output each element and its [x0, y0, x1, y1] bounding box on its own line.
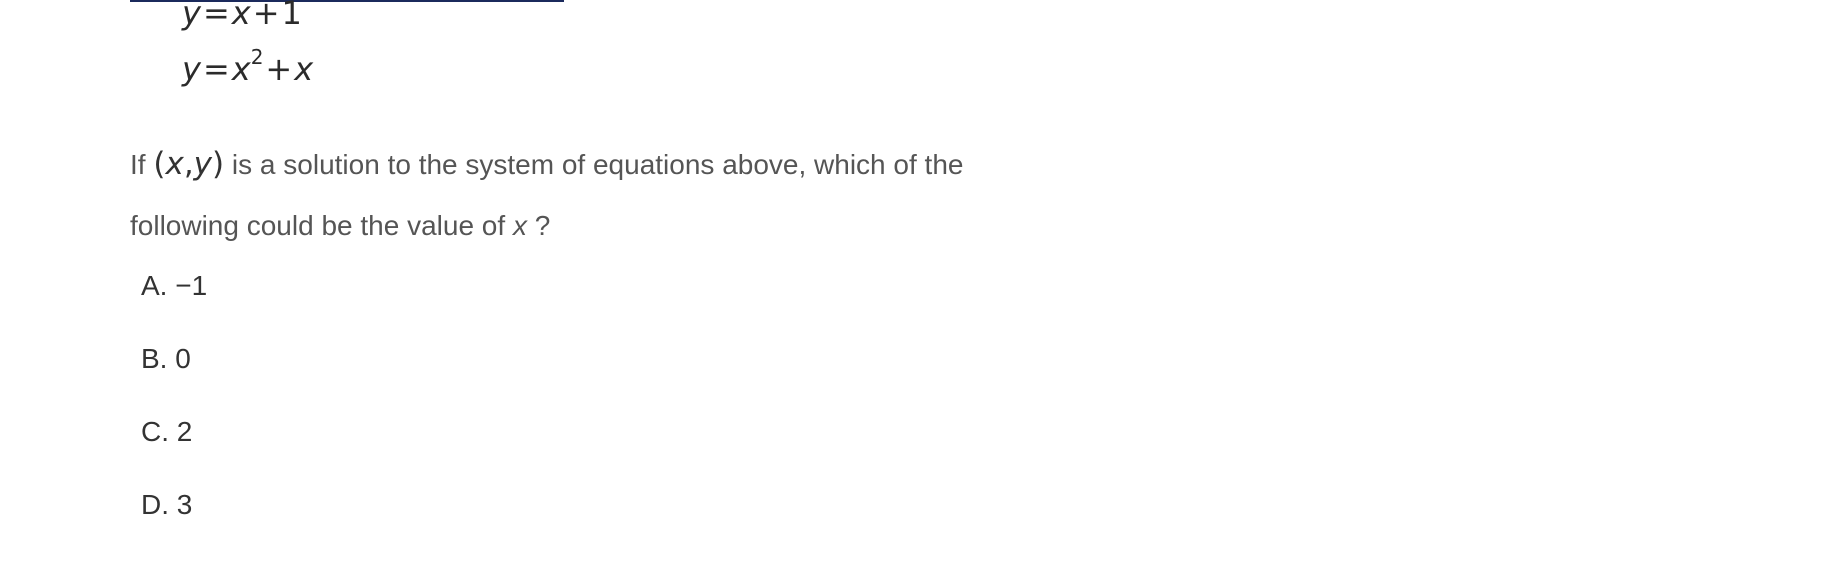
- question-middle: is a solution to the system of equations above, which of the: [231, 149, 964, 180]
- pair-comma: ,: [183, 146, 194, 182]
- eq2-x-term: x: [294, 50, 314, 88]
- eq1-constant: 1: [281, 0, 302, 32]
- pair-y: y: [193, 146, 213, 182]
- option-a[interactable]: A. −1: [141, 270, 208, 301]
- eq1-x: x: [231, 0, 251, 32]
- answer-options: [141, 262, 207, 554]
- question-line-2: following could be the value of: [130, 210, 506, 241]
- pair-close-paren: ): [212, 146, 225, 182]
- eq2-equals: =: [202, 50, 230, 88]
- eq2-plus: +: [265, 50, 293, 88]
- eq1-plus: +: [252, 0, 280, 32]
- eq1-equals: =: [202, 0, 230, 32]
- question-suffix: ?: [534, 210, 551, 241]
- option-d[interactable]: D. 3: [141, 489, 193, 520]
- solution-pair: [153, 146, 224, 182]
- option-c[interactable]: C. 2: [141, 416, 193, 447]
- equation-line-1: [182, 0, 302, 32]
- eq1-y: y: [182, 0, 201, 32]
- question-text: [130, 134, 1130, 256]
- eq2-y: y: [182, 50, 201, 88]
- question-variable: x: [512, 210, 527, 241]
- pair-open-paren: (: [153, 146, 166, 182]
- pair-x: x: [165, 146, 184, 182]
- option-b[interactable]: B. 0: [141, 343, 191, 374]
- eq2-x: x: [231, 50, 251, 88]
- question-prefix: If: [130, 149, 146, 180]
- eq2-exponent: 2: [250, 45, 264, 69]
- equation-line-2: [182, 45, 314, 88]
- equation-system-image: [130, 0, 570, 100]
